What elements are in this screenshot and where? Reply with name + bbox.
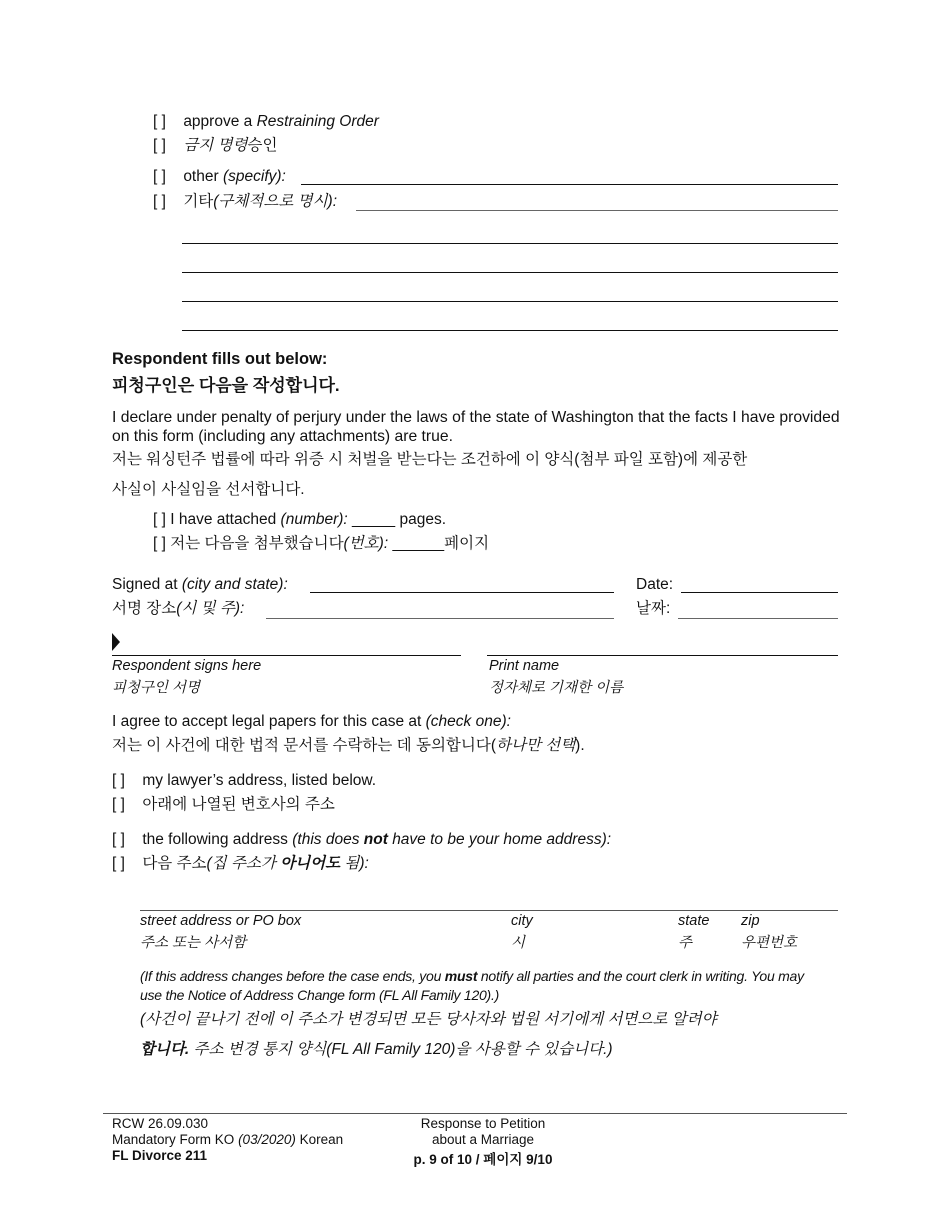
- following-address-option-ko: [ ] 다음 주소(집 주소가 아니어도 됨):: [112, 855, 369, 872]
- footer-divider: [103, 1113, 847, 1114]
- checkbox[interactable]: [ ]: [153, 193, 166, 210]
- date-field-ko[interactable]: [678, 618, 838, 619]
- footer-mandatory-form: Mandatory Form KO (03/2020) Korean: [112, 1132, 344, 1147]
- other-specify-extra-line[interactable]: [182, 301, 838, 302]
- declaration-ko-line2: 사실이 사실임을 선서합니다.: [112, 481, 305, 498]
- zip-label-ko: 우편번호: [741, 935, 798, 951]
- zip-label-en: zip: [741, 913, 760, 929]
- attached-pages-ko: [ ] 저는 다음을 첨부했습니다(번호): ______페이지: [153, 535, 490, 552]
- signed-at-label-ko: 서명 장소(시 및 주):: [112, 600, 245, 617]
- checkbox[interactable]: [ ]: [112, 772, 125, 789]
- respondent-heading-en: Respondent fills out below:: [112, 350, 328, 368]
- declaration-en: I declare under penalty of perjury under the laws of the state of Washington that the facts I have provided on this form (including any attachments) are true.: [112, 409, 840, 445]
- city-label-en: city: [511, 913, 533, 929]
- print-name-label-ko: 정자체로 기재한 이름: [489, 680, 624, 696]
- attached-pages-en: [ ] I have attached (number): _____ pages.: [153, 511, 447, 528]
- agree-accept-en: I agree to accept legal papers for this case at (check one):: [112, 713, 511, 730]
- lawyer-address-option-ko: [ ] 아래에 나열된 변호사의 주소: [112, 796, 335, 813]
- signed-at-label-en: Signed at (city and state):: [112, 576, 288, 593]
- date-label-ko: 날짜:: [636, 600, 671, 617]
- other-specify-extra-line[interactable]: [182, 272, 838, 273]
- respondent-heading-ko: 피청구인은 다음을 작성합니다.: [112, 376, 340, 395]
- footer-title-line2: about a Marriage: [431, 1132, 535, 1147]
- print-name-field[interactable]: [487, 655, 838, 656]
- lawyer-address-option-en: [ ] my lawyer’s address, listed below.: [112, 772, 377, 789]
- respondent-signs-label-en: Respondent signs here: [112, 658, 262, 674]
- checkbox[interactable]: [ ]: [112, 831, 125, 848]
- street-label-ko: 주소 또는 사서함: [140, 935, 247, 951]
- city-label-ko: 시: [511, 935, 526, 951]
- address-change-note-en-line1: (If this address changes before the case ends, you must notify all parties and the court clerk in writing. You may: [140, 968, 804, 984]
- footer-rcw: RCW 26.09.030: [112, 1116, 209, 1131]
- footer-page-number: p. 9 of 10 / 페이지 9/10: [413, 1152, 553, 1167]
- attached-number-field-ko[interactable]: ______: [392, 535, 445, 552]
- other-specify-extra-line[interactable]: [182, 330, 838, 331]
- address-change-note-ko-line2: 합니다. 주소 변경 통지 양식(FL All Family 120)을 사용할 수 있습니다.): [140, 1041, 613, 1058]
- checkbox[interactable]: [ ]: [153, 113, 166, 130]
- other-specify-line-ko[interactable]: [356, 210, 838, 211]
- checkbox[interactable]: [ ]: [112, 796, 125, 813]
- address-field[interactable]: [140, 910, 838, 911]
- declaration-ko-line1: 저는 워싱턴주 법률에 따라 위증 시 처벌을 받는다는 조건하에 이 양식(첨부 파일 포함)에 제공한: [112, 451, 748, 468]
- footer-title-line1: Response to Petition: [420, 1116, 546, 1131]
- date-field[interactable]: [681, 592, 838, 593]
- signed-at-field[interactable]: [310, 592, 614, 593]
- signed-at-field-ko[interactable]: [266, 618, 614, 619]
- checkbox[interactable]: [ ]: [153, 168, 166, 185]
- other-specify-line[interactable]: [301, 184, 838, 185]
- following-address-option-en: [ ] the following address (this does not have to be your home address):: [112, 831, 612, 848]
- checkbox[interactable]: [ ]: [153, 137, 166, 154]
- restraining-order-option-en: [ ] approve a Restraining Order: [153, 113, 379, 130]
- other-option-en: [ ] other (specify):: [153, 168, 286, 185]
- respondent-signature-field[interactable]: [112, 655, 461, 656]
- checkbox[interactable]: [ ]: [112, 855, 125, 872]
- restraining-order-option-ko: [ ] 금지 명령승인: [153, 137, 278, 154]
- print-name-label-en: Print name: [489, 658, 560, 674]
- respondent-signs-label-ko: 피청구인 서명: [112, 680, 201, 696]
- footer-form-id: FL Divorce 211: [112, 1148, 208, 1163]
- signature-arrow-icon: [112, 633, 120, 651]
- address-change-note-en-line2: use the Notice of Address Change form (FL All Family 120).): [140, 987, 499, 1003]
- other-specify-extra-line[interactable]: [182, 243, 838, 244]
- attached-number-field[interactable]: _____: [352, 511, 396, 528]
- state-label-ko: 주: [678, 935, 693, 951]
- state-label-en: state: [678, 913, 710, 929]
- address-change-note-ko-line1: (사건이 끝나기 전에 이 주소가 변경되면 모든 당사자와 법원 서기에게 서면으로 알려야: [140, 1011, 717, 1028]
- street-label-en: street address or PO box: [140, 913, 302, 929]
- date-label-en: Date:: [636, 576, 674, 593]
- other-option-ko: [ ] 기타(구체적으로 명시):: [153, 193, 338, 210]
- agree-accept-ko: 저는 이 사건에 대한 법적 문서를 수락하는 데 동의합니다(하나만 선택).: [112, 737, 585, 754]
